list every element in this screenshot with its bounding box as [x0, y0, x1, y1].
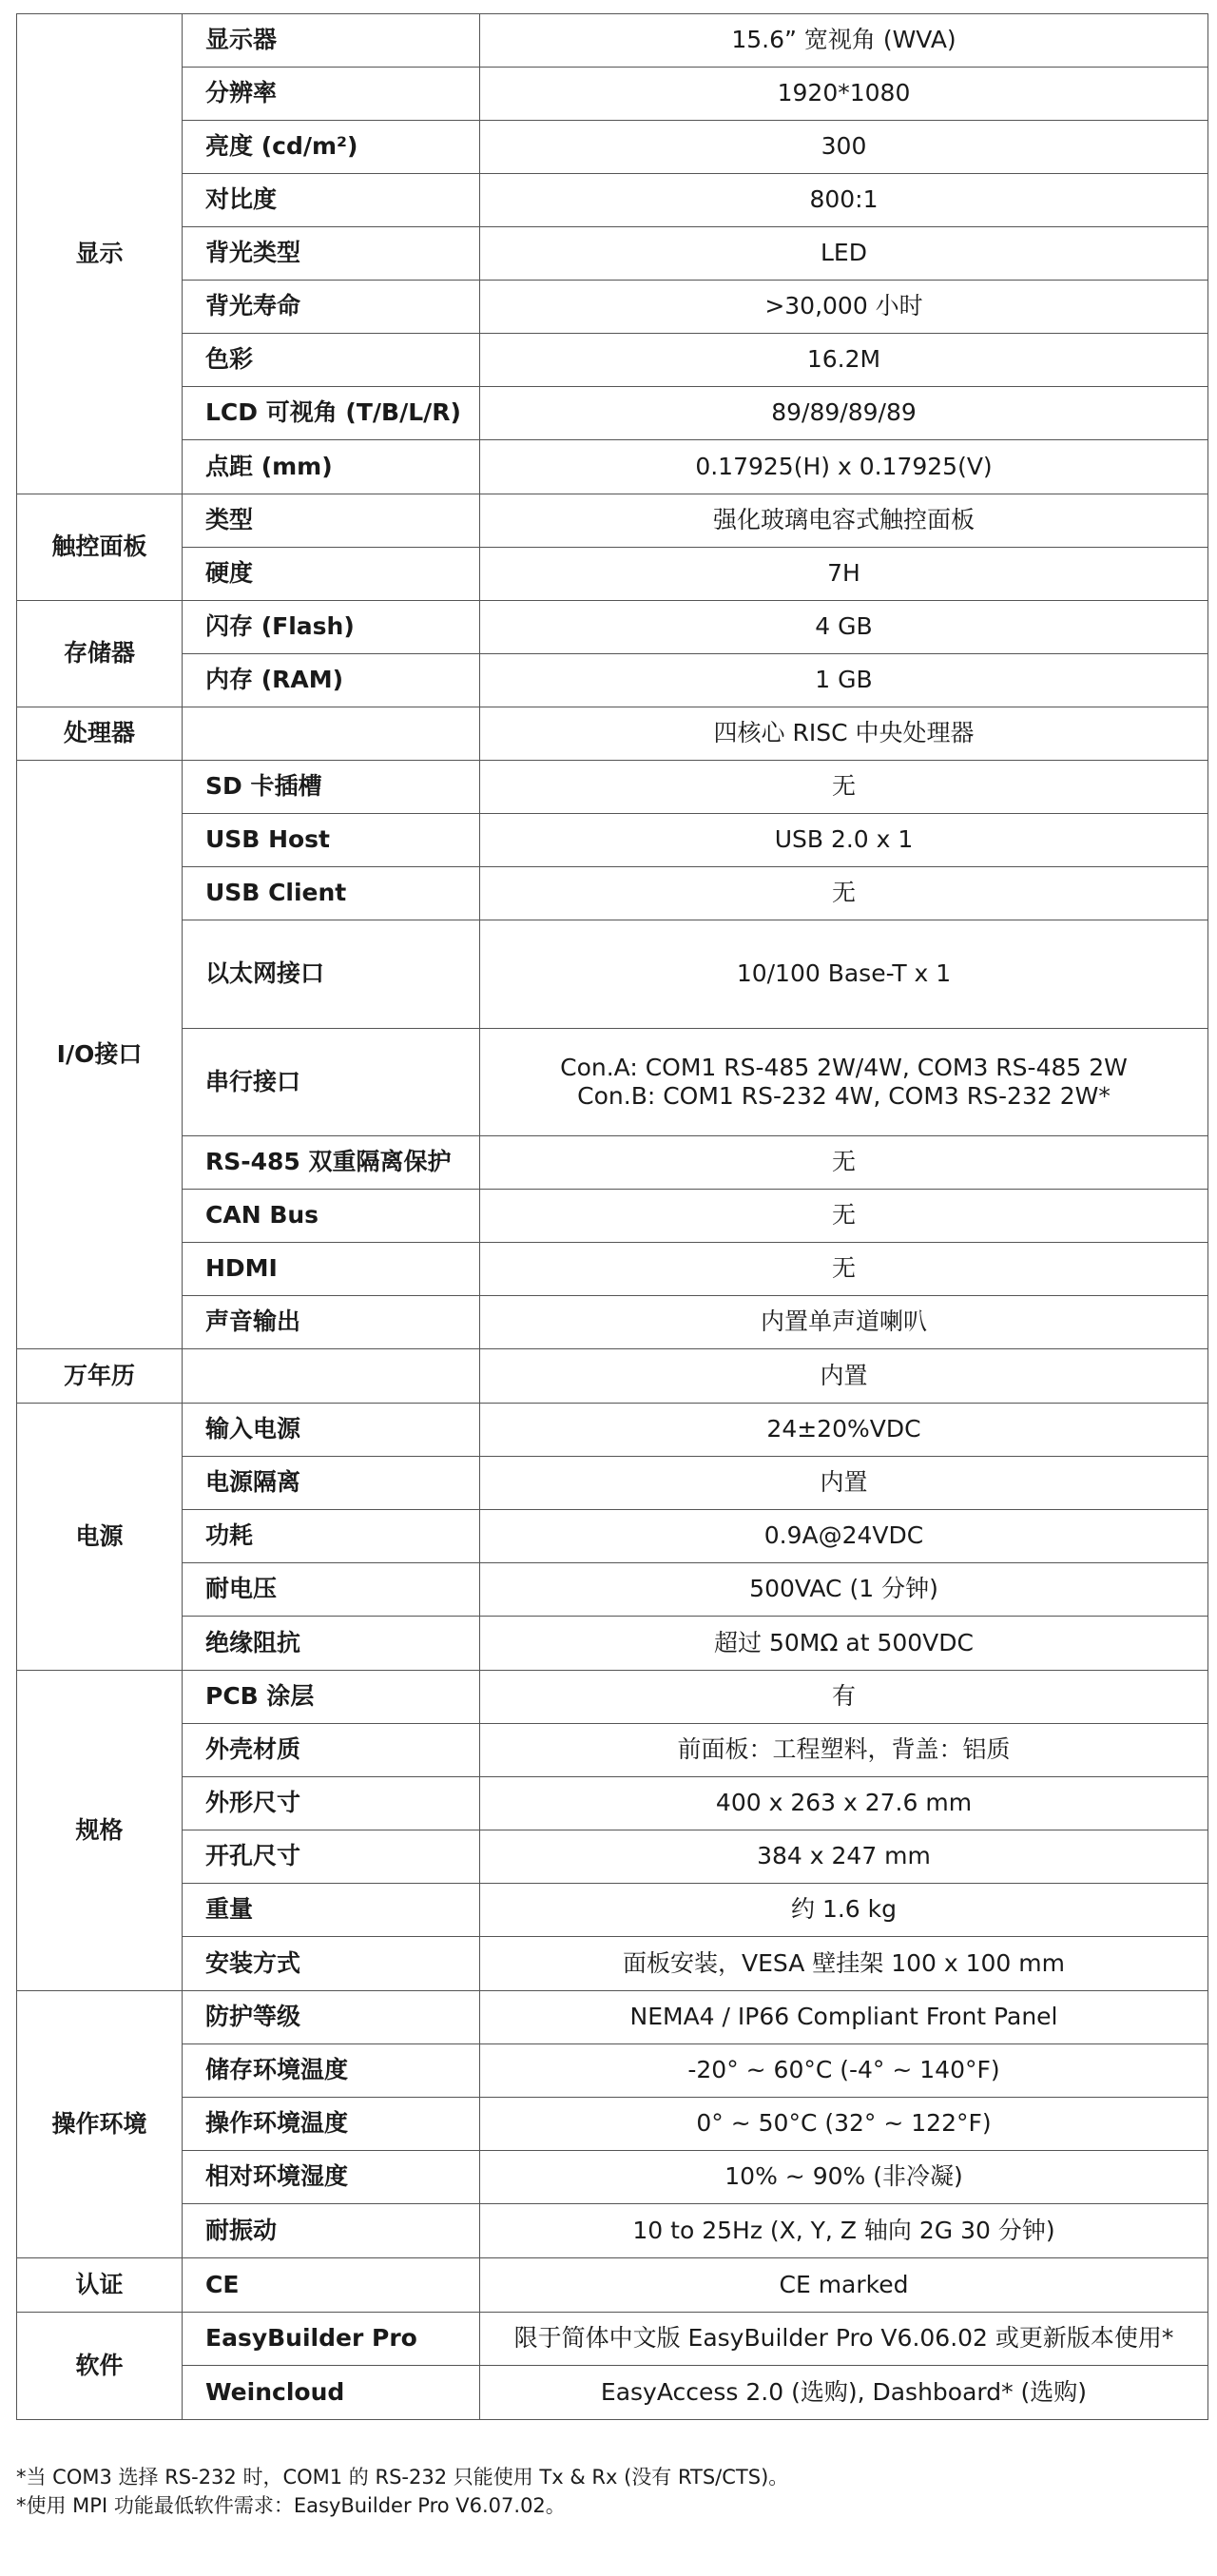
spec-value: 500VAC (1 分钟) — [480, 1563, 1208, 1617]
spec-row — [17, 1029, 1208, 1136]
spec-label: SD 卡插槽 — [183, 761, 480, 814]
spec-label: USB Client — [183, 867, 480, 920]
spec-row — [17, 1991, 1208, 2044]
spec-label: 硬度 — [183, 548, 480, 601]
spec-value: 超过 50MΩ at 500VDC — [480, 1617, 1208, 1671]
category-cell: 操作环境 — [17, 1991, 183, 2258]
spec-value: 24±20%VDC — [480, 1404, 1208, 1457]
footnote: *使用 MPI 功能最低软件需求：EasyBuilder Pro V6.07.02。 — [16, 2494, 566, 2517]
spec-row — [17, 2044, 1208, 2098]
spec-row — [17, 601, 1208, 654]
spec-row — [17, 1457, 1208, 1510]
spec-row — [17, 227, 1208, 281]
category-cell: 万年历 — [17, 1349, 183, 1404]
spec-row — [17, 1671, 1208, 1724]
spec-value: NEMA4 / IP66 Compliant Front Panel — [480, 1991, 1208, 2044]
spec-label: 外壳材质 — [183, 1724, 480, 1777]
spec-value: 四核心 RISC 中央处理器 — [480, 707, 1208, 761]
category-cell: I/O接口 — [17, 761, 183, 1349]
spec-label: 点距 (mm) — [183, 440, 480, 494]
category-cell: 显示 — [17, 14, 183, 494]
spec-value: 15.6” 宽视角 (WVA) — [480, 14, 1208, 68]
spec-value: 无 — [480, 867, 1208, 920]
category-cell: 存储器 — [17, 601, 183, 707]
category-cell: 软件 — [17, 2313, 183, 2420]
spec-row — [17, 2258, 1208, 2313]
spec-label: 声音输出 — [183, 1296, 480, 1349]
spec-row — [17, 2366, 1208, 2420]
spec-label — [183, 707, 480, 761]
spec-row — [17, 814, 1208, 867]
spec-value: 0.17925(H) x 0.17925(V) — [480, 440, 1208, 494]
spec-value: 16.2M — [480, 334, 1208, 387]
spec-row — [17, 920, 1208, 1029]
spec-label: 色彩 — [183, 334, 480, 387]
spec-value: 300 — [480, 121, 1208, 174]
spec-row — [17, 2151, 1208, 2204]
spec-value: LED — [480, 227, 1208, 281]
spec-value: 无 — [480, 1190, 1208, 1243]
spec-row — [17, 281, 1208, 334]
spec-value: 内置 — [480, 1457, 1208, 1510]
spec-label: 储存环境温度 — [183, 2044, 480, 2098]
spec-label: 亮度 (cd/m²) — [183, 121, 480, 174]
spec-label: CAN Bus — [183, 1190, 480, 1243]
spec-label: 安装方式 — [183, 1937, 480, 1991]
spec-row — [17, 387, 1208, 440]
spec-label: 相对环境湿度 — [183, 2151, 480, 2204]
spec-label: RS-485 双重隔离保护 — [183, 1136, 480, 1190]
spec-value: 10/100 Base-T x 1 — [480, 920, 1208, 1029]
spec-label: 开孔尺寸 — [183, 1830, 480, 1884]
spec-row — [17, 14, 1208, 68]
spec-label: PCB 涂层 — [183, 1671, 480, 1724]
spec-value: 89/89/89/89 — [480, 387, 1208, 440]
spec-value: >30,000 小时 — [480, 281, 1208, 334]
spec-row — [17, 1136, 1208, 1190]
spec-label: 绝缘阻抗 — [183, 1617, 480, 1671]
spec-value: USB 2.0 x 1 — [480, 814, 1208, 867]
spec-value: Con.A: COM1 RS-485 2W/4W, COM3 RS-485 2W Con.B: COM1 RS-232 4W, COM3 RS-232 2W* — [480, 1029, 1208, 1136]
spec-value: 无 — [480, 1243, 1208, 1296]
spec-row — [17, 1296, 1208, 1349]
spec-label — [183, 1349, 480, 1404]
spec-value: 1 GB — [480, 654, 1208, 707]
spec-label: 重量 — [183, 1884, 480, 1937]
spec-value: 强化玻璃电容式触控面板 — [480, 494, 1208, 548]
spec-row — [17, 548, 1208, 601]
spec-value: 内置 — [480, 1349, 1208, 1404]
spec-label: Weincloud — [183, 2366, 480, 2420]
spec-row — [17, 2313, 1208, 2366]
spec-value: 0.9A@24VDC — [480, 1510, 1208, 1563]
spec-value: 有 — [480, 1671, 1208, 1724]
spec-label: 以太网接口 — [183, 920, 480, 1029]
spec-row — [17, 2098, 1208, 2151]
spec-row — [17, 1617, 1208, 1671]
spec-label: 耐振动 — [183, 2204, 480, 2258]
spec-table — [16, 13, 1208, 2420]
spec-row — [17, 761, 1208, 814]
spec-value: 面板安装，VESA 壁挂架 100 x 100 mm — [480, 1937, 1208, 1991]
footnote: *当 COM3 选择 RS-232 时，COM1 的 RS-232 只能使用 Tx & Rx (没有 RTS/CTS)。 — [16, 2466, 789, 2489]
spec-row — [17, 68, 1208, 121]
category-cell: 认证 — [17, 2258, 183, 2313]
spec-label: CE — [183, 2258, 480, 2313]
spec-value: 0° ~ 50°C (32° ~ 122°F) — [480, 2098, 1208, 2151]
spec-row — [17, 1190, 1208, 1243]
spec-label: 耐电压 — [183, 1563, 480, 1617]
spec-label: 背光类型 — [183, 227, 480, 281]
spec-label: LCD 可视角 (T/B/L/R) — [183, 387, 480, 440]
spec-value: 内置单声道喇叭 — [480, 1296, 1208, 1349]
spec-value: 800:1 — [480, 174, 1208, 227]
spec-row — [17, 707, 1208, 761]
category-cell: 触控面板 — [17, 494, 183, 601]
spec-row — [17, 334, 1208, 387]
spec-row — [17, 1563, 1208, 1617]
spec-label: 操作环境温度 — [183, 2098, 480, 2151]
spec-label: 分辨率 — [183, 68, 480, 121]
spec-value: CE marked — [480, 2258, 1208, 2313]
spec-row — [17, 1404, 1208, 1457]
spec-row — [17, 867, 1208, 920]
spec-row — [17, 174, 1208, 227]
spec-label: EasyBuilder Pro — [183, 2313, 480, 2366]
spec-value: 10 to 25Hz (X, Y, Z 轴向 2G 30 分钟) — [480, 2204, 1208, 2258]
spec-value: 无 — [480, 761, 1208, 814]
category-cell: 处理器 — [17, 707, 183, 761]
spec-value: EasyAccess 2.0 (选购), Dashboard* (选购) — [480, 2366, 1208, 2420]
spec-label: 内存 (RAM) — [183, 654, 480, 707]
spec-label: 对比度 — [183, 174, 480, 227]
category-cell: 电源 — [17, 1404, 183, 1671]
spec-row — [17, 1777, 1208, 1830]
spec-row — [17, 1724, 1208, 1777]
spec-value: 前面板：工程塑料，背盖：铝质 — [480, 1724, 1208, 1777]
spec-label: 防护等级 — [183, 1991, 480, 2044]
category-cell: 规格 — [17, 1671, 183, 1991]
spec-label: 串行接口 — [183, 1029, 480, 1136]
spec-value: 400 x 263 x 27.6 mm — [480, 1777, 1208, 1830]
spec-row — [17, 440, 1208, 494]
spec-value: 384 x 247 mm — [480, 1830, 1208, 1884]
spec-value: 约 1.6 kg — [480, 1884, 1208, 1937]
spec-value: 限于简体中文版 EasyBuilder Pro V6.06.02 或更新版本使用* — [480, 2313, 1208, 2366]
spec-label: 电源隔离 — [183, 1457, 480, 1510]
spec-label: 输入电源 — [183, 1404, 480, 1457]
spec-row — [17, 121, 1208, 174]
spec-value: -20° ~ 60°C (-4° ~ 140°F) — [480, 2044, 1208, 2098]
spec-label: HDMI — [183, 1243, 480, 1296]
spec-value: 10% ~ 90% (非冷凝) — [480, 2151, 1208, 2204]
spec-label: 外形尺寸 — [183, 1777, 480, 1830]
spec-row — [17, 2204, 1208, 2258]
spec-value: 无 — [480, 1136, 1208, 1190]
spec-label: 背光寿命 — [183, 281, 480, 334]
spec-value: 4 GB — [480, 601, 1208, 654]
spec-row — [17, 1349, 1208, 1404]
spec-label: 显示器 — [183, 14, 480, 68]
spec-label: 类型 — [183, 494, 480, 548]
spec-row — [17, 494, 1208, 548]
spec-label: 闪存 (Flash) — [183, 601, 480, 654]
footnotes — [16, 2463, 1205, 2520]
spec-table-body — [17, 14, 1208, 2420]
spec-row — [17, 1937, 1208, 1991]
spec-row — [17, 1830, 1208, 1884]
spec-row — [17, 1884, 1208, 1937]
spec-label: 功耗 — [183, 1510, 480, 1563]
spec-label: USB Host — [183, 814, 480, 867]
spec-value: 1920*1080 — [480, 68, 1208, 121]
spec-value: 7H — [480, 548, 1208, 601]
spec-row — [17, 1243, 1208, 1296]
spec-row — [17, 1510, 1208, 1563]
spec-row — [17, 654, 1208, 707]
